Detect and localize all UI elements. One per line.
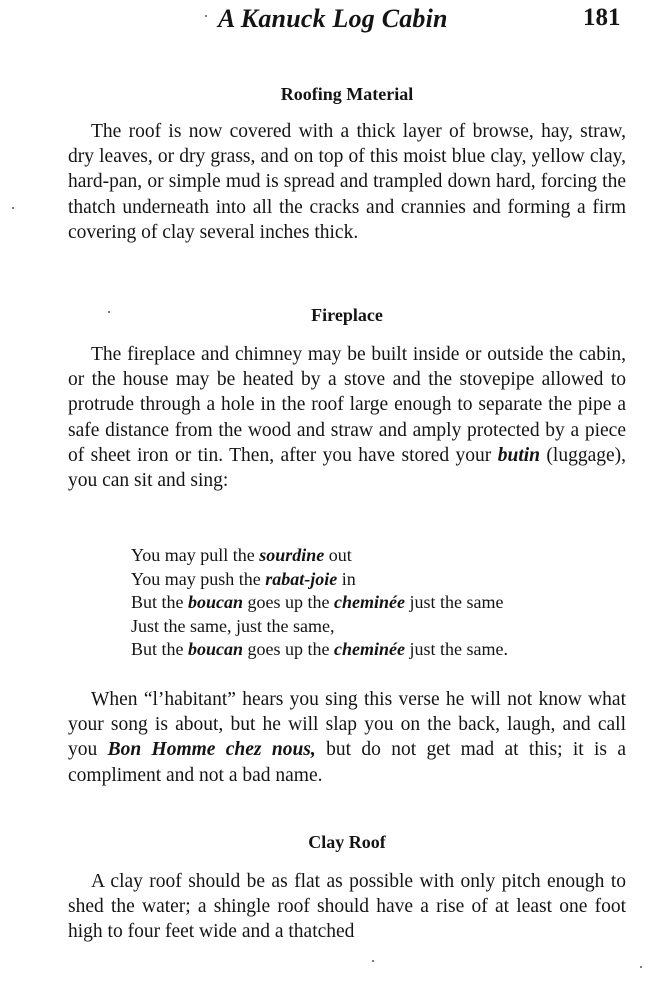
scan-speck (108, 311, 110, 313)
heading-fireplace: Fireplace (311, 305, 383, 325)
running-title: A Kanuck Log Cabin (218, 4, 448, 33)
verse-text: But the (131, 639, 184, 659)
verse-line-2 (131, 568, 621, 592)
running-head (0, 4, 666, 34)
verse-term: cheminée (334, 639, 405, 659)
page-number: 181 (583, 4, 621, 31)
paragraph-habitant-end: but do not get mad at this; it is a compliment and not a bad name. (68, 739, 627, 786)
section-clay-roof (68, 831, 626, 853)
section-roofing-body (68, 119, 626, 245)
verse-text: But the (131, 592, 184, 612)
verse-text: just the same (409, 592, 504, 612)
term-bon-homme: Bon Homme chez nous, (107, 739, 316, 761)
verse-term: sourdine (259, 545, 325, 565)
verse-line-5 (131, 638, 621, 662)
verse-term: boucan (188, 639, 244, 659)
verse-line-3 (131, 591, 621, 615)
scan-speck (205, 15, 207, 17)
verse-text: goes up the (247, 592, 330, 612)
song-verse (131, 544, 621, 662)
verse-text: just the same. (409, 639, 508, 659)
heading-clay-roof: Clay Roof (308, 832, 386, 852)
scan-speck (12, 207, 14, 209)
paragraph-roofing: The roof is now covered with a thick layer of browse, hay, straw, dry leaves, or dry grass, and on top of this moist blue clay, yellow clay, hard-pan, or simple mud is spread and trampled down hard, forcing the thatch underneath into all the cracks and crannies and forming a firm covering of clay several inches thick. (68, 121, 626, 243)
paragraph-fireplace-end: (luggage), you can sit and sing: (68, 444, 627, 492)
verse-text: You may pull the (131, 545, 255, 565)
paragraph-fireplace-start: The fireplace and chimney may be built inside or outside the cabin, or the house may be heated by a stove and the stovepipe allowed to protrude through a hole in the roof large enough to separate the pipe a safe distance from the wood and straw and amply protected by a piece of sheet iron or tin. Then, after you have stored your (68, 344, 626, 466)
paragraph-clay-roof: A clay roof should be as flat as possible with only pitch enough to shed the water; a shingle roof should have a rise of at least one foot high to four feet wide and a thatched (68, 871, 626, 943)
paragraph-habitant (68, 687, 626, 788)
section-fireplace (68, 304, 626, 326)
verse-text: in (341, 568, 356, 589)
section-habitant (68, 687, 626, 788)
verse-text: goes up the (247, 639, 330, 659)
term-butin: butin (497, 444, 540, 466)
verse-line-4: Just the same, just the same, (131, 615, 335, 636)
scan-speck (372, 960, 374, 962)
verse-term: cheminée (334, 592, 405, 612)
section-fireplace-body (68, 342, 626, 493)
verse-line-1 (131, 544, 621, 568)
paragraph-habitant-start: When “l’habitant” hears you sing this verse he will not know what your song is about, but he will slap you on the back, laugh, and call you (68, 689, 626, 761)
heading-roofing-material: Roofing Material (280, 84, 414, 104)
verse-term: rabat-joie (265, 568, 338, 589)
verse-text: out (328, 545, 352, 565)
verse-text: You may push the (131, 568, 261, 589)
paragraph-fireplace (68, 342, 626, 493)
scan-speck (640, 966, 642, 968)
verse-term: boucan (188, 592, 244, 612)
section-roofing (68, 83, 626, 105)
section-clay-roof-body (68, 869, 626, 945)
